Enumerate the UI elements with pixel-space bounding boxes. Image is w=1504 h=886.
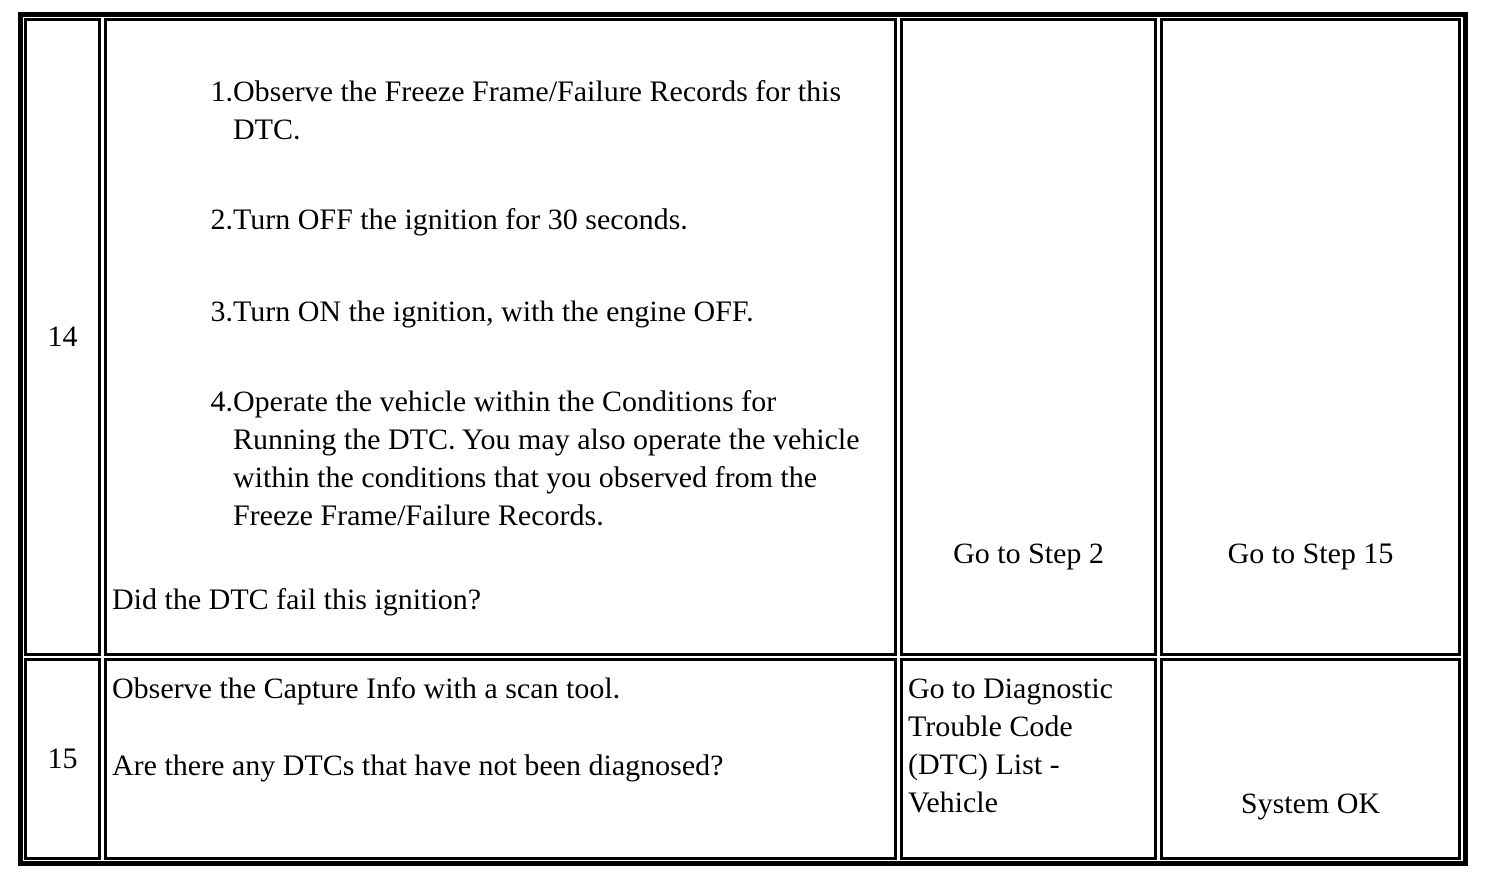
step-number: 15	[47, 742, 78, 775]
no-action: System OK	[1240, 787, 1381, 820]
list-item-number: 3.	[210, 295, 233, 328]
list-item-text: Turn ON the ignition, with the engine OFF.	[233, 295, 754, 328]
list-item-text: Operate the vehicle within the Conditions for Running the DTC. You may also operate the vehicle within the conditions that you observed from the Freeze Frame/Failure Records.	[233, 385, 860, 532]
list-item-text: Turn OFF the ignition for 30 seconds.	[233, 203, 688, 236]
no-cell	[1160, 18, 1461, 656]
list-item-number: 2.	[210, 203, 233, 236]
list-item-number: 4.	[210, 385, 233, 418]
action-cell	[104, 18, 897, 656]
no-cell	[1160, 658, 1461, 860]
step-number-cell	[24, 658, 101, 860]
list-item-text: Observe the Freeze Frame/Failure Records for this DTC.	[233, 75, 842, 146]
action-cell	[104, 658, 897, 860]
step-number: 14	[47, 320, 78, 353]
question-text: Did the DTC fail this ignition?	[112, 583, 482, 616]
question-text: Are there any DTCs that have not been diagnosed?	[112, 749, 724, 782]
no-action: Go to Step 15	[1227, 537, 1394, 570]
yes-cell	[900, 658, 1157, 860]
action-text: Observe the Capture Info with a scan tool.	[112, 672, 621, 705]
yes-action: Go to Diagnostic Trouble Code (DTC) List - Vehicle	[908, 672, 1113, 819]
list-item-number: 1.	[210, 75, 233, 108]
yes-action: Go to Step 2	[953, 537, 1104, 570]
yes-cell	[900, 18, 1157, 656]
step-number-cell	[24, 18, 101, 656]
